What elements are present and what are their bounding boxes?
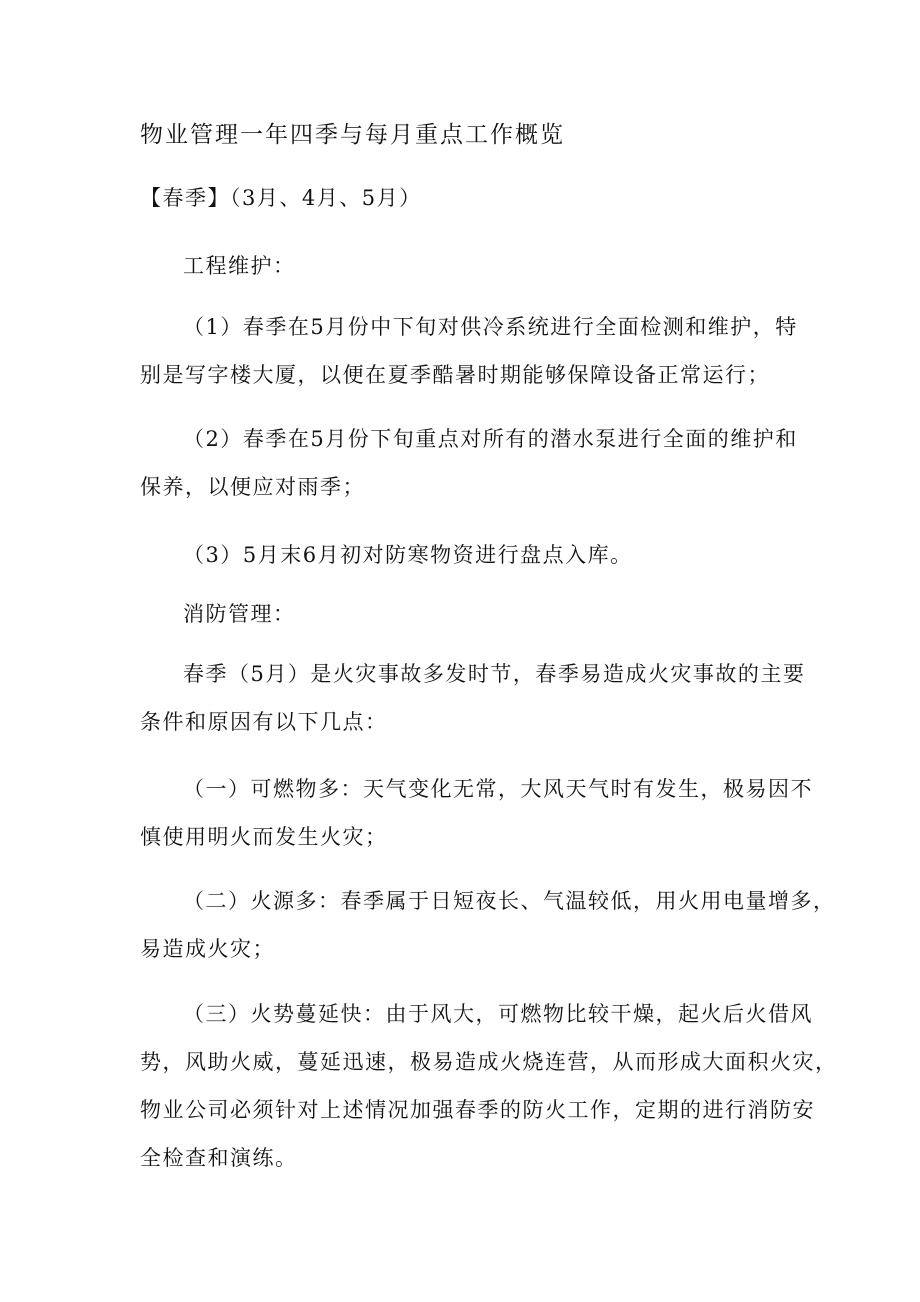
document-title: 物业管理一年四季与每月重点工作概览 <box>140 122 565 148</box>
fire-intro <box>140 660 806 736</box>
fire-item-1 <box>140 775 813 851</box>
season-heading: 【春季】（3月、4月、5月） <box>140 186 422 210</box>
engineering-item-3 <box>140 541 780 569</box>
fire-item-2-line-2: 易造成火灾； <box>140 937 275 961</box>
fire-item-1-line-1: （一）可燃物多：天气变化无常，大风天气时有发生，极易因不 <box>183 777 813 801</box>
engineering-item-2-line-1: （2）春季在5月份下旬重点对所有的潜水泵进行全面的维护和 <box>183 427 798 451</box>
engineering-item-3-line-1: （3）5月末6月初对防寒物资进行盘点入库。 <box>183 543 633 567</box>
engineering-heading: 工程维护： <box>183 254 296 278</box>
fire-item-2 <box>140 887 836 963</box>
fire-item-3-line-3: 物业公司必须针对上述情况加强春季的防火工作，定期的进行消防安 <box>140 1098 815 1122</box>
fire-intro-line-1: 春季（5月）是火灾事故多发时节，春季易造成火灾事故的主要 <box>183 662 806 686</box>
fire-item-3-line-2: 势，风助火威，蔓延迅速，极易造成火烧连营，从而形成大面积火灾， <box>140 1050 838 1074</box>
engineering-item-1-line-1: （1）春季在5月份中下旬对供冷系统进行全面检测和维护，特 <box>183 315 798 339</box>
engineering-item-2-line-2: 保养，以便应对雨季； <box>140 475 365 499</box>
fire-item-1-line-2: 慎使用明火而发生火灾； <box>140 825 388 849</box>
engineering-item-1 <box>140 313 798 389</box>
fire-item-3 <box>140 1000 838 1172</box>
engineering-item-2 <box>140 425 798 501</box>
fire-item-3-line-1: （三）火势蔓延快：由于风大，可燃物比较干燥，起火后火借风 <box>183 1002 813 1026</box>
engineering-item-1-line-2: 别是写字楼大厦，以便在夏季酷暑时期能够保障设备正常运行； <box>140 363 770 387</box>
fire-item-2-line-1: （二）火源多：春季属于日短夜长、气温较低，用火用电量增多， <box>183 889 836 913</box>
fire-intro-line-2: 条件和原因有以下几点： <box>140 710 388 734</box>
fire-item-3-line-4: 全检查和演练。 <box>140 1146 298 1170</box>
fire-heading: 消防管理： <box>183 602 296 626</box>
